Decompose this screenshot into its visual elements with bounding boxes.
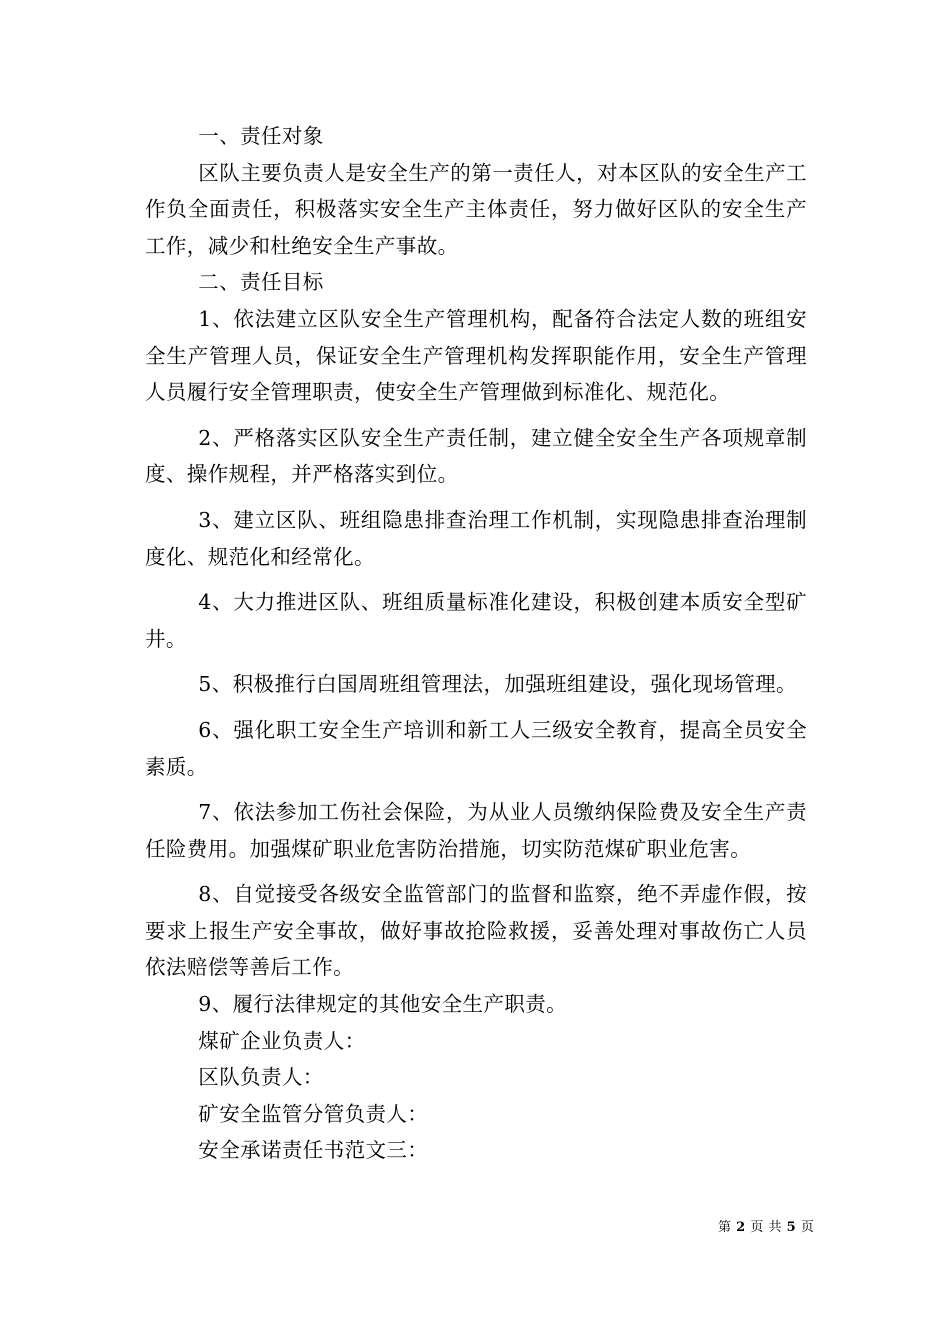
goal-item-7: 7、依法参加工伤社会保险，为从业人员缴纳保险费及安全生产责任险费用。加强煤矿职业危害防治措施，切实防范煤矿职业危害。 xyxy=(145,800,807,861)
goal-item-3: 3、建立区队、班组隐患排查治理工作机制，实现隐患排查治理制度化、规范化和经常化。 xyxy=(145,507,807,569)
signature-coal-enterprise-head: 煤矿企业负责人： xyxy=(198,1028,366,1053)
signature-team-head: 区队负责人： xyxy=(198,1065,324,1090)
footer-current-page: 2 xyxy=(736,1220,746,1235)
paragraph-main-responsible: 区队主要负责人是安全生产的第一责任人，对本区队的安全生产工作负全面责任，积极落实安全生产主体责任，努力做好区队的安全生产工作，减少和杜绝安全生产事故。 xyxy=(145,160,807,258)
footer-suffix: 页 xyxy=(800,1220,815,1235)
signature-safety-supervisor: 矿安全监管分管负责人： xyxy=(198,1101,429,1126)
next-section-title: 安全承诺责任书范文三： xyxy=(198,1138,429,1163)
footer-total-pages: 5 xyxy=(786,1220,797,1235)
goal-item-4: 4、大力推进区队、班组质量标准化建设，积极创建本质安全型矿井。 xyxy=(145,590,807,651)
page-number-footer xyxy=(718,1216,814,1235)
goal-item-5: 5、积极推行白国周班组管理法，加强班组建设，强化现场管理。 xyxy=(198,672,797,697)
section-heading-responsibility-goal: 二、责任目标 xyxy=(198,270,324,295)
footer-prefix: 第 xyxy=(718,1220,732,1235)
goal-item-1: 1、依法建立区队安全生产管理机构，配备符合法定人数的班组安全生产管理人员，保证安全生产管理机构发挥职能作用，安全生产管理人员履行安全管理职责，使安全生产管理做到标准化、规范化。 xyxy=(145,306,807,405)
footer-middle: 页 共 xyxy=(750,1220,782,1235)
document-body xyxy=(145,118,807,1169)
section-heading-responsibility-object: 一、责任对象 xyxy=(198,124,324,148)
goal-item-8: 8、自觉接受各级安全监管部门的监督和监察，绝不弄虚作假，按要求上报生产安全事故，做好事故抢险救援，妥善处理对事故伤亡人员依法赔偿等善后工作。 xyxy=(145,882,807,980)
goal-item-2: 2、严格落实区队安全生产责任制，建立健全安全生产各项规章制度、操作规程，并严格落实到位。 xyxy=(145,425,807,487)
goal-item-6: 6、强化职工安全生产培训和新工人三级安全教育，提高全员安全素质。 xyxy=(145,717,807,779)
goal-item-9: 9、履行法律规定的其他安全生产职责。 xyxy=(198,992,568,1017)
